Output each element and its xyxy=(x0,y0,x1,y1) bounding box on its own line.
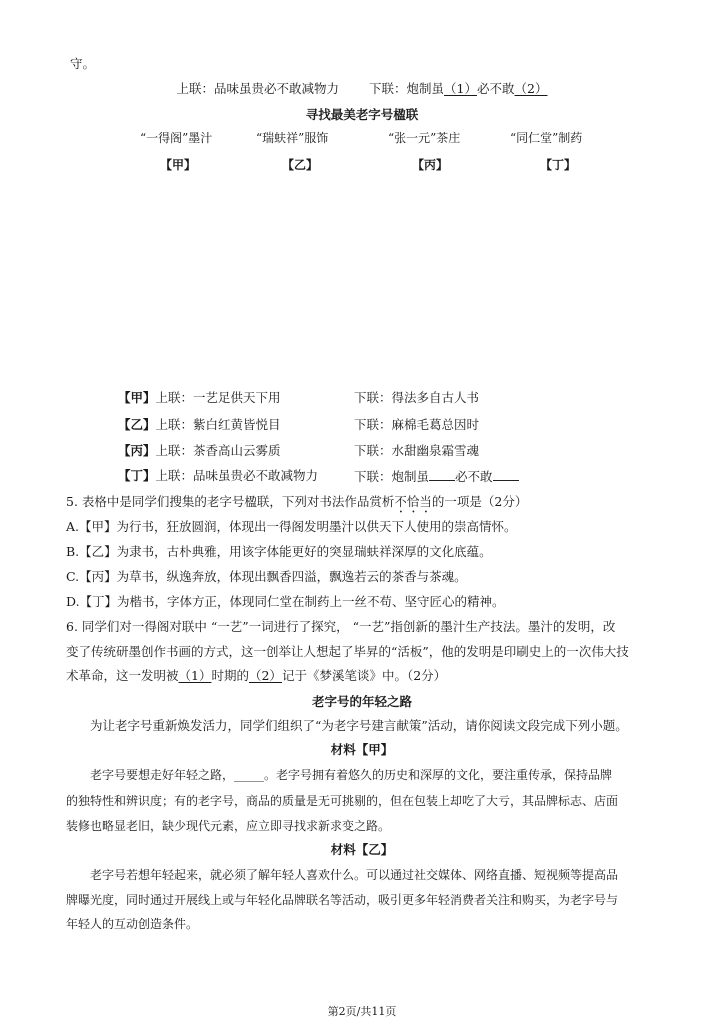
top-fragment: 守。 xyxy=(70,56,96,71)
q5-option-b: B.【乙】为隶书，古朴典雅，用该字体能更好的突显瑞蚨祥深厚的文化底蕴。 xyxy=(66,544,492,559)
couplet-label: 【甲】 xyxy=(118,390,156,405)
intro-text: 为让老字号重新焕发活力，同学们组织了“为老字号建言献策”活动，请你阅读文段完成下列小题。 xyxy=(90,718,628,733)
shop-label: 【乙】 xyxy=(282,158,319,172)
couplet-mid: 必不敢 xyxy=(477,81,515,96)
couplet-row xyxy=(118,443,281,459)
couplet-row xyxy=(118,417,281,433)
couplet-down-b: 必不敢 xyxy=(455,469,493,484)
page-footer: 第2页/共11页 xyxy=(327,1005,397,1018)
q6-line: 6. 同学们对一得阁对联中 “一艺”一词进行了探究， “一艺”指创新的墨汁生产技法。墨汁的发明，改 xyxy=(66,619,616,634)
q5-stem-emphasis: 不恰当 xyxy=(394,494,432,509)
couplet-label: 【丙】 xyxy=(118,443,156,458)
couplet-row xyxy=(118,390,281,406)
q6-line xyxy=(66,668,446,684)
couplet-down-text: 下联：水甜幽泉霜雪魂 xyxy=(354,443,480,458)
q6-line: 变了传统研墨创作书画的方式，这一创举让人想起了毕昇的“活板”，他的发明是印刷史上的一次伟大技 xyxy=(66,644,629,659)
shop-label: 【丙】 xyxy=(412,158,449,172)
couplet-label: 【丁】 xyxy=(118,468,156,483)
couplet-down-text: 下联：麻棉毛葛总因时 xyxy=(354,417,480,432)
shop-name: “同仁堂”制药 xyxy=(510,131,583,145)
q5-stem xyxy=(66,494,527,516)
couplet-question-line xyxy=(0,81,724,97)
couplet-up-text: 上联：品味虽贵必不敢减物力 xyxy=(155,468,319,483)
q6-blank-2: （2） xyxy=(248,668,282,683)
material-b-line: 老字号若想年轻起来，就必须了解年轻人喜欢什么。可以通过社交媒体、网络直播、短视频等提高品 xyxy=(90,868,619,882)
q5-option-a: A.【甲】为行书，狂放圆润，体现出一得阁发明墨汁以供天下人使用的崇高情怀。 xyxy=(66,519,517,534)
couplet-up-text: 上联：茶香高山云雾质 xyxy=(155,443,281,458)
q5-option-d: D.【丁】为楷书，字体方正，体现同仁堂在制药上一丝不苟、坚守匠心的精神。 xyxy=(66,594,505,609)
blank-line xyxy=(429,468,455,481)
shop-name: “瑞蚨祥”服饰 xyxy=(256,131,329,145)
blank-line xyxy=(493,468,519,481)
material-b-title: 材料【乙】 xyxy=(330,842,394,857)
couplet-down-text xyxy=(354,468,519,485)
couplet-label: 【乙】 xyxy=(118,417,156,432)
q5-stem-b: 的一项是（2分） xyxy=(431,494,528,509)
material-a-line: 的独特性和辨识度；有的老字号，商品的质量是无可挑剔的，但在包装上却吃了大亏，其品牌标志、店面 xyxy=(66,794,619,808)
couplet-up: 上联：品味虽贵必不敢减物力 xyxy=(176,81,340,96)
q5-option-c: C.【丙】为草书，纵逸奔放，体现出飘香四溢，飘逸若云的茶香与茶魂。 xyxy=(66,569,467,584)
q6-text: 记于《梦溪笔谈》中。（2分） xyxy=(281,668,447,683)
q6-text: 术革命，这一发明被 xyxy=(66,668,179,683)
shop-name: “一得阁”墨汁 xyxy=(140,131,213,145)
couplet-down-text: 下联：得法多自古人书 xyxy=(354,390,480,405)
section-title-couplets: 寻找最美老字号楹联 xyxy=(305,107,419,122)
q6-blank-1: （1） xyxy=(178,668,212,683)
q6-text: 时期的 xyxy=(211,668,249,683)
q5-stem-a: 5. 表格中是同学们搜集的老字号楹联，下列对书法作品赏析 xyxy=(66,494,395,509)
material-a-title: 材料【甲】 xyxy=(330,742,394,757)
material-b-line: 年轻人的互动创造条件。 xyxy=(66,917,199,931)
couplet-up-text: 上联：一艺足供天下用 xyxy=(155,390,281,405)
shop-name: “张一元”茶庄 xyxy=(388,131,461,145)
section-title-young: 老字号的年轻之路 xyxy=(311,694,412,709)
couplet-down-a: 下联：炮制虽 xyxy=(354,469,430,484)
couplet-up-text: 上联：紫白红黄皆悦目 xyxy=(155,417,281,432)
material-a-line: 老字号要想走好年轻之路，_____。老字号拥有着悠久的历史和深厚的文化，要注重传承，保持品牌 xyxy=(90,768,613,782)
material-b-line: 牌曝光度，同时通过开展线上或与年轻化品牌联名等活动，吸引更多年轻消费者关注和购买，为老字号与 xyxy=(66,893,619,907)
couplet-row xyxy=(118,468,318,484)
material-a-line: 装修也略显老旧，缺少现代元素，应立即寻找求新求变之路。 xyxy=(66,819,391,833)
blank-1: （1） xyxy=(444,81,477,96)
blank-2: （2） xyxy=(514,81,548,96)
couplet-down-prefix: 下联：炮制虽 xyxy=(369,81,445,96)
shop-label: 【丁】 xyxy=(540,158,577,172)
shop-label: 【甲】 xyxy=(160,158,197,172)
